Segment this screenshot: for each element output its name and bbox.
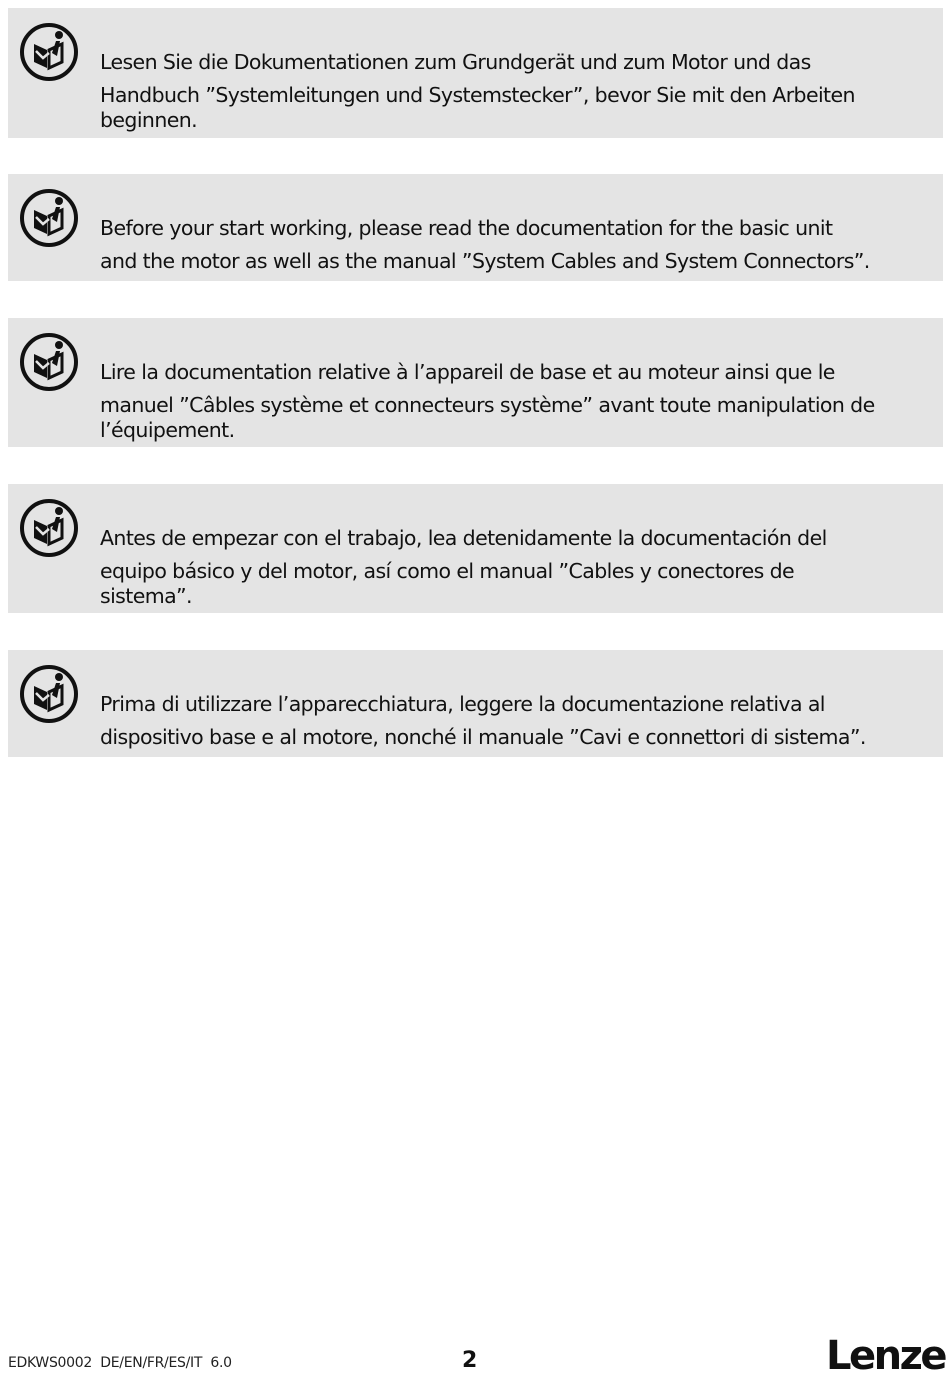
read-manual-icon	[19, 22, 79, 82]
notice-line: equipo básico y del motor, así como el manual ”Cables y conectores de	[100, 559, 795, 583]
notice-line: Handbuch ”Systemleitungen und Systemstecker”, bevor Sie mit den Arbeiten	[100, 83, 855, 107]
notice-line: and the motor as well as the manual ”System Cables and System Connectors”.	[100, 249, 870, 273]
notice-line: Before your start working, please read the documentation for the basic unit	[100, 216, 833, 240]
read-manual-icon	[19, 188, 79, 248]
read-manual-icon	[19, 332, 79, 392]
read-manual-icon	[19, 498, 79, 558]
notice-line: manuel ”Câbles système et connecteurs système” avant toute manipulation de	[100, 393, 875, 417]
notice-fr	[8, 318, 943, 447]
doc-languages: DE/EN/FR/ES/IT	[100, 1355, 203, 1371]
notice-line: Prima di utilizzare l’apparecchiatura, leggere la documentazione relativa al	[100, 692, 825, 716]
read-manual-icon	[19, 664, 79, 724]
notice-es	[8, 484, 943, 613]
notice-line: Antes de empezar con el trabajo, lea detenidamente la documentación del	[100, 526, 827, 550]
footer-doc-info	[8, 1355, 232, 1371]
notice-de	[8, 8, 943, 138]
notice-line: Lire la documentation relative à l’appareil de base et au moteur ainsi que le	[100, 360, 835, 384]
notice-it	[8, 650, 943, 757]
notice-line: beginnen.	[100, 108, 198, 132]
lenze-logo: Lenze	[826, 1333, 946, 1379]
page-number: 2	[462, 1348, 478, 1373]
notice-line: Lesen Sie die Dokumentationen zum Grundgerät und zum Motor und das	[100, 50, 811, 74]
notice-line: l’équipement.	[100, 418, 235, 442]
doc-code: EDKWS0002	[8, 1355, 92, 1371]
notice-line: sistema”.	[100, 584, 192, 608]
doc-version: 6.0	[210, 1355, 232, 1371]
notice-line: dispositivo base e al motore, nonché il manuale ”Cavi e connettori di sistema”.	[100, 725, 866, 749]
notice-en	[8, 174, 943, 281]
